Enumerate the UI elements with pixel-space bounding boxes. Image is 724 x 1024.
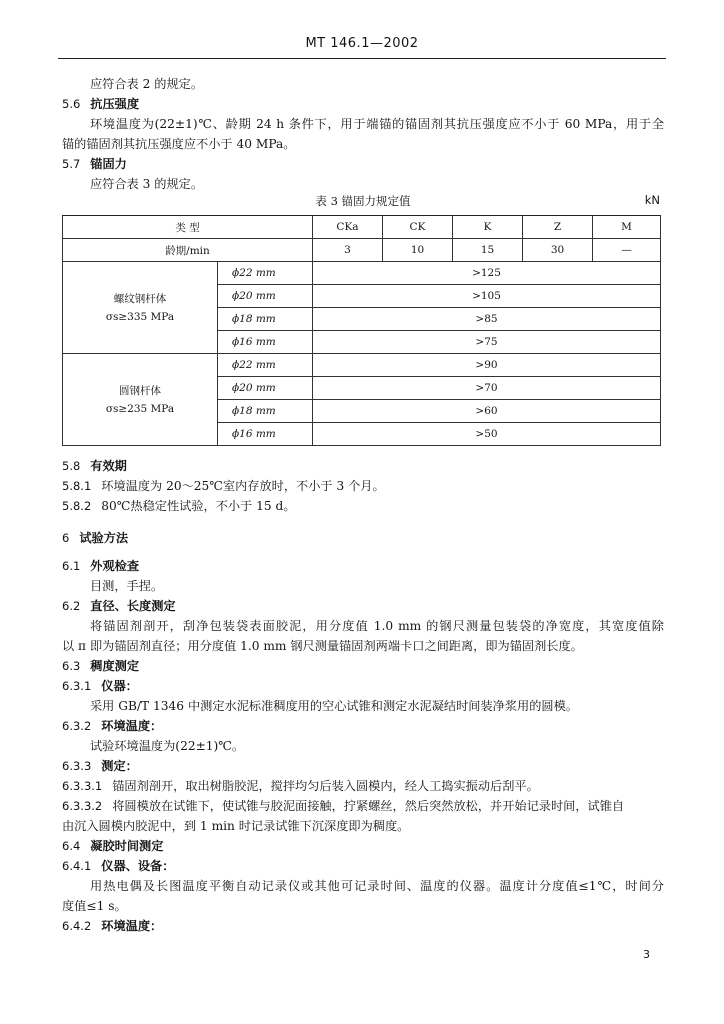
section-heading-6-1 (62, 558, 664, 574)
diameter-cell: ϕ20 mm (218, 377, 313, 400)
table-row (63, 262, 661, 285)
diameter-cell: ϕ18 mm (218, 308, 313, 331)
age-label: 龄期/min (63, 239, 313, 262)
section-title: 仪器、设备： (101, 859, 175, 873)
clause-6-3-3-2 (62, 798, 664, 814)
group-label (63, 262, 218, 354)
age-cell: — (593, 239, 661, 262)
group-name: 螺纹钢杆体 (113, 292, 167, 305)
paragraph-line: 环境温度为(22±1)℃、龄期 24 h 条件下，用于端锚的锚固剂其抗压强度应不小于 60 MPa，用于全 (90, 117, 664, 131)
paragraph-line: 由沉入圆模内胶泥中，到 1 min 时记录试锥下沉深度即为稠度。 (62, 819, 410, 833)
group-condition: σs≥335 MPa (105, 310, 175, 323)
section-heading-6-3-1 (62, 678, 664, 694)
paragraph-line: 用热电偶及长图温度平衡自动记录仪或其他可记录时间、温度的仪器。温度计分度值≤1℃，时间分 (90, 879, 664, 893)
section-title: 锚固力 (90, 157, 127, 171)
clause-text: 将圆模放在试锥下，使试锥与胶泥面接触，拧紧螺丝，然后突然放松，并开始记录时间，试锥自 (112, 799, 625, 813)
type-cell: M (593, 216, 661, 239)
paragraph-line: 应符合表 2 的规定。 (90, 77, 204, 91)
paragraph-line: 试验环境温度为(22±1)℃。 (90, 739, 245, 753)
table-row (63, 354, 661, 377)
clause-6-3-3-1 (62, 778, 664, 794)
section-title: 外观检查 (90, 559, 140, 573)
section-heading-6 (62, 530, 664, 546)
section-title: 凝胶时间测定 (90, 839, 164, 853)
section-number: 6.3.1 (62, 679, 92, 693)
section-title: 测定： (101, 759, 138, 773)
section-number: 5.8.2 (62, 499, 92, 513)
paragraph-line: 以 π 即为锚固剂直径；用分度值 1.0 mm 钢尺测量锚固剂两端卡口之间距离，即为锚固剂长度。 (62, 639, 583, 653)
section-number: 6.1 (62, 559, 81, 573)
diameter-cell: ϕ16 mm (218, 331, 313, 354)
table-header-row (63, 216, 661, 239)
diameter-cell: ϕ18 mm (218, 400, 313, 423)
header-rule (58, 58, 666, 59)
diameter-cell: ϕ20 mm (218, 285, 313, 308)
type-cell: CK (383, 216, 453, 239)
paragraph-line: 采用 GB/T 1346 中测定水泥标准稠度用的空心试锥和测定水泥凝结时间装净浆用的圆模。 (90, 699, 578, 713)
section-heading-6-3-2 (62, 718, 664, 734)
section-number: 5.8.1 (62, 479, 92, 493)
section-heading-6-4-1 (62, 858, 664, 874)
section-title: 试验方法 (79, 531, 129, 545)
page-number: 3 (643, 948, 650, 961)
section-heading-6-4-2 (62, 918, 664, 934)
section-title: 稠度测定 (90, 659, 140, 673)
section-heading-5-6 (62, 96, 664, 112)
section-number: 5.7 (62, 157, 81, 171)
section-heading-6-3 (62, 658, 664, 674)
force-value: >75 (313, 331, 661, 354)
force-value: >105 (313, 285, 661, 308)
type-header: 类 型 (63, 216, 313, 239)
age-cell: 3 (313, 239, 383, 262)
clause-text: 锚固剂剖开，取出树脂胶泥，搅拌均匀后装入圆模内，经人工捣实振动后刮平。 (112, 779, 539, 793)
section-number: 6.4 (62, 839, 81, 853)
diameter-cell: ϕ22 mm (218, 262, 313, 285)
table-unit: kN (644, 193, 660, 207)
section-number: 6.4.2 (62, 919, 92, 933)
document-header: MT 146.1—2002 (305, 36, 419, 51)
force-value: >50 (313, 423, 661, 446)
table-caption: 表 3 锚固力规定值 (315, 194, 411, 208)
age-cell: 10 (383, 239, 453, 262)
section-number: 6.3.3.2 (62, 799, 103, 813)
section-heading-6-3-3 (62, 758, 664, 774)
diameter-cell: ϕ22 mm (218, 354, 313, 377)
section-heading-6-2 (62, 598, 664, 614)
clause-text: 环境温度为 20～25℃室内存放时，不小于 3 个月。 (101, 479, 385, 493)
section-title: 仪器： (101, 679, 138, 693)
paragraph-line: 锚的锚固剂其抗压强度应不小于 40 MPa。 (62, 137, 296, 151)
force-value: >125 (313, 262, 661, 285)
section-title: 环境温度： (101, 719, 163, 733)
age-row (63, 239, 661, 262)
section-number: 5.8 (62, 459, 81, 473)
age-cell: 15 (453, 239, 523, 262)
section-number: 6.3.3.1 (62, 779, 103, 793)
diameter-cell: ϕ16 mm (218, 423, 313, 446)
group-name: 圆钢杆体 (119, 384, 161, 397)
clause-5-8-2 (62, 498, 664, 514)
section-number: 5.6 (62, 97, 81, 111)
clause-5-8-1 (62, 478, 664, 494)
anchoring-force-table (62, 215, 661, 446)
force-value: >85 (313, 308, 661, 331)
section-title: 有效期 (90, 459, 127, 473)
force-value: >90 (313, 354, 661, 377)
section-number: 6 (62, 531, 70, 545)
paragraph-line: 应符合表 3 的规定。 (90, 177, 204, 191)
section-number: 6.3.3 (62, 759, 92, 773)
group-condition: σs≥235 MPa (105, 402, 175, 415)
paragraph-line: 将锚固剂剖开，刮净包装袋表面胶泥，用分度值 1.0 mm 的钢尺测量包装袋的净宽度，其宽度值除 (90, 619, 664, 633)
paragraph-line: 度值≤1 s。 (62, 899, 127, 913)
section-number: 6.3 (62, 659, 81, 673)
section-heading-5-7 (62, 156, 664, 172)
type-cell: K (453, 216, 523, 239)
section-title: 抗压强度 (90, 97, 140, 111)
section-heading-6-4 (62, 838, 664, 854)
force-value: >60 (313, 400, 661, 423)
age-cell: 30 (523, 239, 593, 262)
clause-text: 80℃热稳定性试验，不小于 15 d。 (101, 499, 296, 513)
section-title: 环境温度： (101, 919, 163, 933)
section-number: 6.4.1 (62, 859, 92, 873)
section-number: 6.2 (62, 599, 81, 613)
section-title: 直径、长度测定 (90, 599, 176, 613)
paragraph-line: 目测，手捏。 (90, 579, 164, 593)
force-value: >70 (313, 377, 661, 400)
type-cell: Z (523, 216, 593, 239)
section-heading-5-8 (62, 458, 664, 474)
type-cell: CKa (313, 216, 383, 239)
group-label (63, 354, 218, 446)
section-number: 6.3.2 (62, 719, 92, 733)
